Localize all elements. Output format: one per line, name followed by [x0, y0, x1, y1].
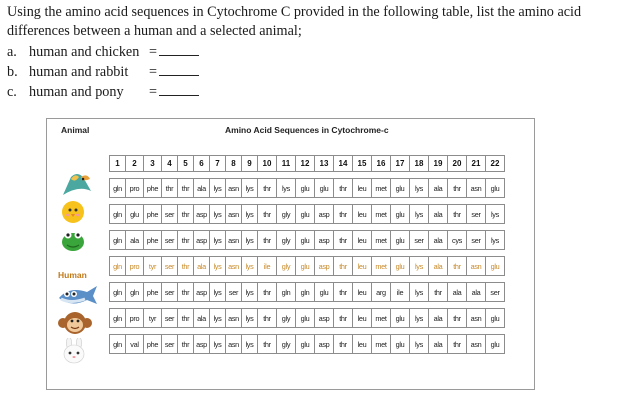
amino-acid-cell: thr — [178, 205, 194, 224]
question-item-a — [7, 42, 613, 62]
question — [7, 3, 613, 102]
sequence-row — [110, 179, 505, 198]
amino-acid-cell: leu — [353, 179, 372, 198]
rabbit-icon — [57, 338, 99, 364]
amino-acid-cell: asp — [194, 205, 210, 224]
amino-acid-cell: asn — [467, 309, 486, 328]
amino-acid-cell: asp — [315, 335, 334, 354]
amino-acid-cell: gln — [110, 283, 126, 302]
amino-acid-cell: ala — [429, 231, 448, 250]
position-number: 21 — [467, 156, 486, 172]
amino-acid-cell: ser — [410, 231, 429, 250]
answer-blank — [159, 82, 199, 96]
position-number: 15 — [353, 156, 372, 172]
amino-acid-cell: ile — [258, 257, 277, 276]
amino-acid-cell: ser — [162, 309, 178, 328]
amino-acid-cell: asp — [315, 205, 334, 224]
amino-acid-cell: lys — [242, 283, 258, 302]
position-number: 12 — [296, 156, 315, 172]
amino-acid-cell: glu — [296, 179, 315, 198]
amino-acid-cell: asp — [315, 231, 334, 250]
amino-acid-cell: gln — [126, 283, 144, 302]
amino-acid-cell: asn — [226, 205, 242, 224]
amino-acid-cell: glu — [391, 231, 410, 250]
sequence-row — [110, 335, 505, 354]
amino-acid-cell: glu — [391, 335, 410, 354]
question-item-b — [7, 62, 613, 82]
amino-acid-cell: lys — [210, 335, 226, 354]
amino-acid-cell: glu — [126, 205, 144, 224]
amino-acid-cell: ser — [162, 283, 178, 302]
chick-icon — [57, 199, 99, 225]
amino-acid-table — [109, 155, 505, 354]
position-number: 5 — [178, 156, 194, 172]
row-spacer — [110, 276, 505, 283]
item-equals: = — [149, 84, 158, 100]
amino-acid-cell: lys — [210, 257, 226, 276]
amino-acid-cell: phe — [144, 205, 162, 224]
spacer-cell — [110, 224, 505, 231]
item-pair: human and rabbit — [29, 64, 129, 80]
amino-acid-cell: lys — [242, 257, 258, 276]
item-letter: c. — [7, 84, 17, 100]
amino-acid-cell: gln — [110, 179, 126, 198]
sequence-row — [110, 283, 505, 302]
amino-acid-cell: gln — [110, 309, 126, 328]
item-pair: human and pony — [29, 84, 124, 100]
sequence-row — [110, 309, 505, 328]
amino-acid-cell: thr — [448, 309, 467, 328]
amino-acid-cell: gln — [296, 283, 315, 302]
amino-acid-cell: asn — [226, 257, 242, 276]
amino-acid-cell: leu — [353, 205, 372, 224]
position-number: 4 — [162, 156, 178, 172]
position-number: 17 — [391, 156, 410, 172]
question-item-c — [7, 82, 613, 102]
amino-acid-cell: thr — [258, 179, 277, 198]
spacer-cell — [110, 250, 505, 257]
amino-acid-cell: thr — [448, 179, 467, 198]
amino-acid-cell: asp — [194, 283, 210, 302]
amino-acid-cell: thr — [178, 231, 194, 250]
amino-acid-cell: met — [372, 335, 391, 354]
amino-acid-cell: ala — [429, 309, 448, 328]
amino-acid-cell: ser — [162, 335, 178, 354]
amino-acid-cell: lys — [210, 309, 226, 328]
amino-acid-cell: thr — [162, 179, 178, 198]
sequence-row — [110, 205, 505, 224]
answer-blank — [159, 62, 199, 76]
amino-acid-cell: asn — [226, 231, 242, 250]
amino-acid-cell: thr — [258, 283, 277, 302]
amino-acid-cell: ala — [194, 179, 210, 198]
amino-acid-cell: glu — [296, 335, 315, 354]
item-pair: human and chicken — [29, 44, 140, 60]
amino-acid-cell: lys — [210, 231, 226, 250]
amino-acid-cell: thr — [178, 257, 194, 276]
spacer-cell — [110, 198, 505, 205]
position-number: 10 — [258, 156, 277, 172]
amino-acid-cell: gly — [277, 257, 296, 276]
amino-acid-cell: phe — [144, 179, 162, 198]
amino-acid-cell: ser — [467, 231, 486, 250]
amino-acid-cell: ser — [467, 205, 486, 224]
position-number: 8 — [226, 156, 242, 172]
amino-acid-cell: phe — [144, 231, 162, 250]
spacer-cell — [110, 302, 505, 309]
amino-acid-cell: thr — [178, 283, 194, 302]
amino-acid-cell: ala — [194, 257, 210, 276]
position-number: 11 — [277, 156, 296, 172]
position-number: 2 — [126, 156, 144, 172]
amino-acid-cell: glu — [296, 231, 315, 250]
row-spacer — [110, 198, 505, 205]
amino-acid-cell: tyr — [144, 257, 162, 276]
amino-acid-cell: leu — [353, 309, 372, 328]
position-number: 9 — [242, 156, 258, 172]
amino-acid-cell: leu — [353, 283, 372, 302]
amino-acid-cell: arg — [372, 283, 391, 302]
amino-acid-cell: lys — [242, 205, 258, 224]
amino-acid-cell: ser — [162, 231, 178, 250]
amino-acid-cell: asn — [226, 309, 242, 328]
amino-acid-cell: thr — [334, 309, 353, 328]
row-spacer — [110, 172, 505, 179]
position-number: 18 — [410, 156, 429, 172]
position-number: 3 — [144, 156, 162, 172]
amino-acid-cell: met — [372, 179, 391, 198]
amino-acid-cell: glu — [315, 179, 334, 198]
amino-acid-cell: ala — [429, 335, 448, 354]
amino-acid-cell: glu — [391, 205, 410, 224]
amino-acid-cell: glu — [391, 309, 410, 328]
amino-acid-cell: lys — [410, 335, 429, 354]
amino-acid-cell: asn — [467, 179, 486, 198]
amino-acid-cell: ser — [162, 205, 178, 224]
amino-acid-cell: asp — [315, 257, 334, 276]
question-intro: Using the amino acid sequences in Cytochrome C provided in the following table, list the amino acid differences between a human and a selected animal; — [7, 4, 582, 39]
position-number: 1 — [110, 156, 126, 172]
amino-acid-cell: asn — [226, 179, 242, 198]
amino-acid-cell: ala — [429, 205, 448, 224]
amino-acid-cell: lys — [242, 335, 258, 354]
amino-acid-cell: glu — [486, 179, 505, 198]
answer-blank — [159, 42, 199, 56]
position-number: 6 — [194, 156, 210, 172]
row-spacer — [110, 224, 505, 231]
amino-acid-cell: val — [126, 335, 144, 354]
amino-acid-cell: thr — [334, 205, 353, 224]
amino-acid-cell: glu — [391, 179, 410, 198]
amino-acid-cell: asn — [226, 335, 242, 354]
amino-acid-cell: glu — [486, 257, 505, 276]
amino-acid-cell: leu — [353, 231, 372, 250]
amino-acid-cell: lys — [410, 257, 429, 276]
position-number: 19 — [429, 156, 448, 172]
amino-acid-cell: glu — [486, 309, 505, 328]
amino-acid-cell: pro — [126, 309, 144, 328]
spacer-cell — [110, 328, 505, 335]
amino-acid-cell: ser — [162, 257, 178, 276]
amino-acid-cell: glu — [315, 283, 334, 302]
amino-acid-cell: asn — [467, 257, 486, 276]
sequence-table-panel — [46, 118, 535, 390]
amino-acid-cell: ala — [194, 309, 210, 328]
amino-acid-cell: gln — [110, 231, 126, 250]
amino-acid-cell: gln — [277, 283, 296, 302]
amino-acid-cell: met — [372, 309, 391, 328]
amino-acid-cell: thr — [448, 205, 467, 224]
amino-acid-cell: lys — [210, 179, 226, 198]
amino-acid-cell: gln — [110, 257, 126, 276]
shark-icon — [57, 282, 99, 308]
position-number: 13 — [315, 156, 334, 172]
item-equals: = — [149, 64, 158, 80]
amino-acid-cell: ala — [126, 231, 144, 250]
amino-acid-cell: thr — [334, 257, 353, 276]
amino-acid-cell: gln — [110, 335, 126, 354]
row-spacer — [110, 250, 505, 257]
position-number: 14 — [334, 156, 353, 172]
row-spacer — [110, 328, 505, 335]
amino-acid-cell: gly — [277, 335, 296, 354]
amino-acid-cell: met — [372, 257, 391, 276]
amino-acid-cell: thr — [258, 205, 277, 224]
amino-acid-cell: asp — [194, 335, 210, 354]
amino-acid-cell: leu — [353, 335, 372, 354]
amino-acid-cell: tyr — [144, 309, 162, 328]
amino-acid-cell: thr — [334, 335, 353, 354]
amino-acid-cell: gln — [110, 205, 126, 224]
sequence-row — [110, 231, 505, 250]
amino-acid-cell: lys — [410, 283, 429, 302]
amino-acid-cell: gly — [277, 309, 296, 328]
position-number-row — [110, 156, 505, 172]
position-number: 20 — [448, 156, 467, 172]
amino-acid-cell: thr — [258, 231, 277, 250]
amino-acid-cell: lys — [486, 205, 505, 224]
item-letter: b. — [7, 64, 18, 80]
item-equals: = — [149, 44, 158, 60]
amino-acid-cell: lys — [210, 205, 226, 224]
amino-acid-cell: thr — [448, 257, 467, 276]
amino-acid-cell: lys — [486, 231, 505, 250]
amino-acid-cell: thr — [334, 283, 353, 302]
amino-acid-cell: lys — [242, 231, 258, 250]
row-label-human: Human — [58, 270, 87, 280]
amino-acid-cell: lys — [410, 179, 429, 198]
amino-acid-cell: phe — [144, 335, 162, 354]
frog-icon — [57, 227, 99, 253]
amino-acid-cell: ser — [486, 283, 505, 302]
amino-acid-cell: ala — [467, 283, 486, 302]
sequence-row — [110, 257, 505, 276]
amino-acid-cell: thr — [178, 309, 194, 328]
amino-acid-cell: cys — [448, 231, 467, 250]
position-number: 16 — [372, 156, 391, 172]
amino-acid-cell: leu — [353, 257, 372, 276]
animal-column-header: Animal — [61, 125, 90, 135]
amino-acid-cell: thr — [178, 335, 194, 354]
amino-acid-cell: pro — [126, 179, 144, 198]
monkey-icon — [57, 310, 99, 336]
amino-acid-cell: lys — [277, 179, 296, 198]
amino-acid-cell: glu — [296, 205, 315, 224]
amino-acid-cell: met — [372, 231, 391, 250]
amino-acid-cell: gly — [277, 231, 296, 250]
amino-acid-cell: lys — [410, 309, 429, 328]
table-title: Amino Acid Sequences in Cytochrome-c — [225, 125, 389, 135]
amino-acid-cell: glu — [296, 257, 315, 276]
amino-acid-cell: ser — [226, 283, 242, 302]
amino-acid-cell: met — [372, 205, 391, 224]
spacer-cell — [110, 172, 505, 179]
chicken-icon — [57, 171, 99, 197]
amino-acid-cell: thr — [178, 179, 194, 198]
amino-acid-cell: phe — [144, 283, 162, 302]
amino-acid-cell: pro — [126, 257, 144, 276]
amino-acid-cell: lys — [242, 309, 258, 328]
amino-acid-cell: ala — [429, 179, 448, 198]
position-number: 22 — [486, 156, 505, 172]
amino-acid-cell: ala — [429, 257, 448, 276]
amino-acid-cell: thr — [258, 335, 277, 354]
row-spacer — [110, 302, 505, 309]
position-number: 7 — [210, 156, 226, 172]
amino-acid-cell: gly — [277, 205, 296, 224]
spacer-cell — [110, 276, 505, 283]
amino-acid-cell: ile — [391, 283, 410, 302]
amino-acid-cell: thr — [448, 335, 467, 354]
item-letter: a. — [7, 44, 17, 60]
amino-acid-cell: lys — [410, 205, 429, 224]
amino-acid-cell: asn — [467, 335, 486, 354]
amino-acid-cell: glu — [296, 309, 315, 328]
amino-acid-cell: glu — [486, 335, 505, 354]
amino-acid-cell: thr — [429, 283, 448, 302]
amino-acid-cell: thr — [258, 309, 277, 328]
amino-acid-cell: ala — [448, 283, 467, 302]
amino-acid-cell: asp — [315, 309, 334, 328]
amino-acid-cell: glu — [391, 257, 410, 276]
amino-acid-cell: thr — [334, 179, 353, 198]
amino-acid-cell: asp — [194, 231, 210, 250]
amino-acid-cell: lys — [242, 179, 258, 198]
amino-acid-cell: thr — [334, 231, 353, 250]
amino-acid-cell: lys — [210, 283, 226, 302]
